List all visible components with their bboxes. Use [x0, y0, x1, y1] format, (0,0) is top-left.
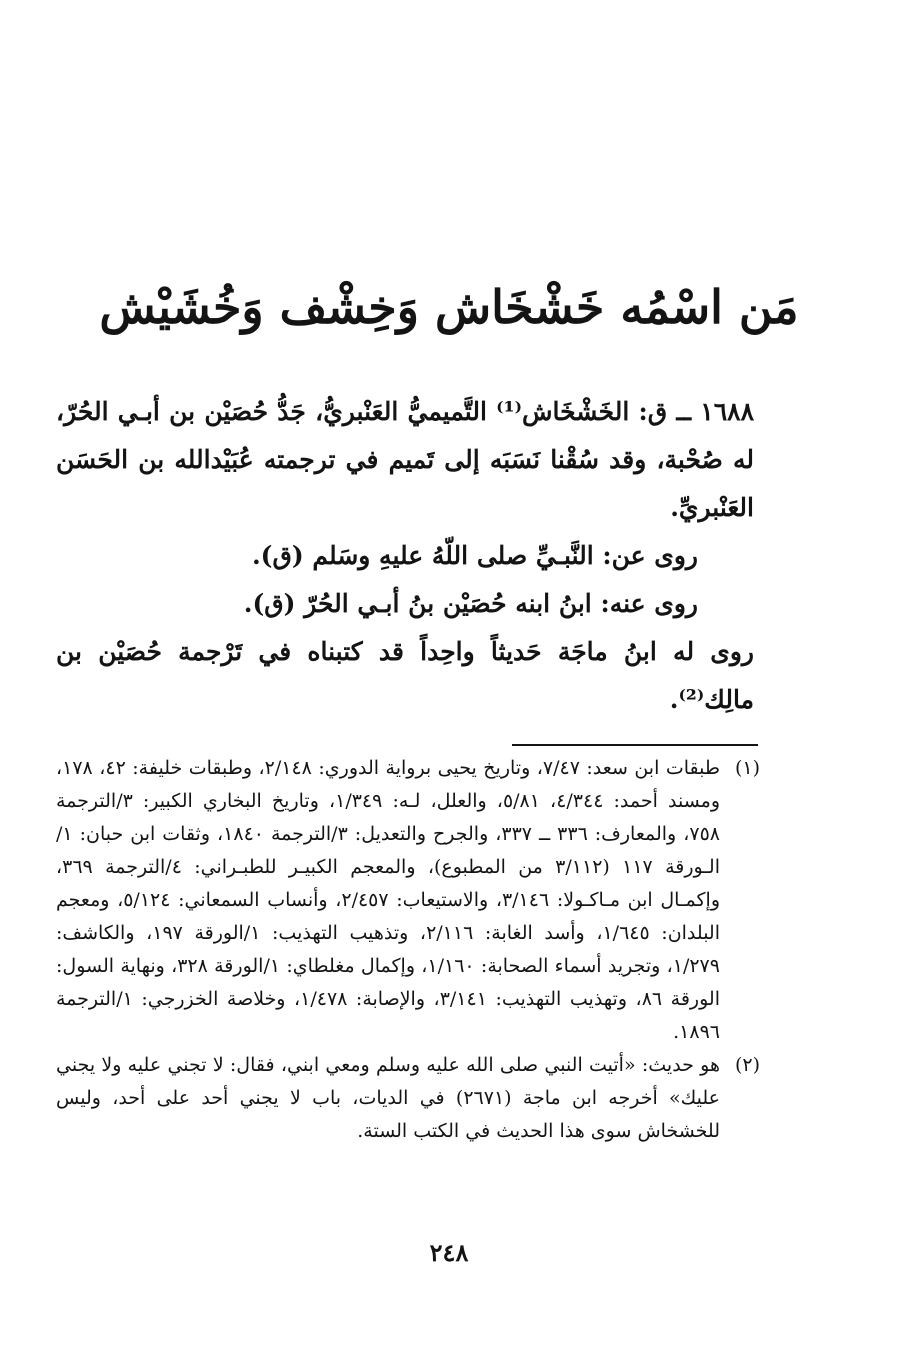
entry-closing-paragraph: روى له ابنُ ماجَة حَديثاً واحِداً قد كتبناه في تَرْجمة حُصَيْن بن مالِك⁽²⁾.: [56, 637, 754, 714]
chapter-title: مَن اسْمُه خَشْخَاش وَخِشْف وَخُشَيْش: [99, 280, 799, 334]
entry-heading-paragraph: ١٦٨٨ ــ ق: الخَشْخَاش⁽¹⁾ التَّميميُّ العَنْبريُّ، جَدُّ حُصَيْن بن أبـي الحُرّ، له صُحْبة، وقد سُقْنا نَسَبَه إلى تَميم في ترجمته عُبَيْدالله بن الحَسَن العَنْبريِّ.: [56, 397, 755, 522]
footnote-text: طبقات ابن سعد: ٧/٤٧، وتاريخ يحيى برواية الدوري: ٢/١٤٨، وطبقات خليفة: ٤٢، ١٧٨، ومسند أحمد: ٤/٣٤٤، ٥/٨١، والعلل، لـه: ١/٣٤٩، وتاريخ البخاري الكبير: ٣/الترجمة ٧٥٨، والمعارف: ٣٣٦ ــ ٣٣٧، والجرح والتعديل: ٣/الترجمة ١٨٤٠، وثقات ابن حبان: ١/الـورقة ١١٧ (٣/١١٢ من المطبوع)، والمعجم الكبيـر للطبـراني: ٤/الترجمة ٣٦٩، وإكمـال ابن مـاكـولا: ٣/١٤٦، والاستيعاب: ٢/٤٥٧، وأنساب السمعاني: ٥/١٢٤، ومعجم البلدان: ١/٦٤٥، وأسد الغابة: ٢/١١٦، وتذهيب التهذيب: ١/الورقة ١٩٧، والكاشف: ١/٢٧٩، وتجريد أسماء الصحابة: ١/١٦٠، وإكمال مغلطاي: ١/الورقة ٣٢٨، ونهاية السول: الورقة ٨٦، وتهذيب التهذيب: ٣/١٤١، والإصابة: ١/٤٧٨، وخلاصة الخزرجي: ١/الترجمة ١٨٩٦.: [56, 757, 721, 1043]
page-number: ٢٤٨: [429, 1238, 469, 1267]
footnote-2: [56, 1049, 760, 1148]
narrated-by-text: ابنُ ابنه حُصَيْن بنُ أبـي الحُرّ (ق).: [243, 589, 592, 618]
narrated-by-line: [56, 580, 754, 628]
narrated-from-line: [56, 532, 754, 580]
footnote-1: [56, 752, 760, 1049]
footnote-number: (١): [734, 757, 760, 779]
footnote-number: (٢): [734, 1054, 760, 1076]
footnote-text: هو حديث: «أتيت النبي صلى الله عليه وسلم ومعي ابني، فقال: لا تجني عليه ولا يجني عليك» أخرجه ابن ماجة (٢٦٧١) في الديات، باب لا يجني أحد على أحد، وليس للخشخاش سوى هذا الحديث في الكتب الستة.: [56, 1054, 721, 1142]
narrated-from-label: روى عن:: [602, 541, 698, 570]
footnotes: [56, 752, 760, 1148]
narrated-from-text: النَّبـيِّ صلى اللّهُ عليهِ وسَلم (ق).: [251, 541, 594, 570]
narrated-by-label: روى عنه:: [600, 589, 698, 618]
footnote-separator: [512, 744, 758, 746]
biography-entry: [56, 388, 754, 724]
